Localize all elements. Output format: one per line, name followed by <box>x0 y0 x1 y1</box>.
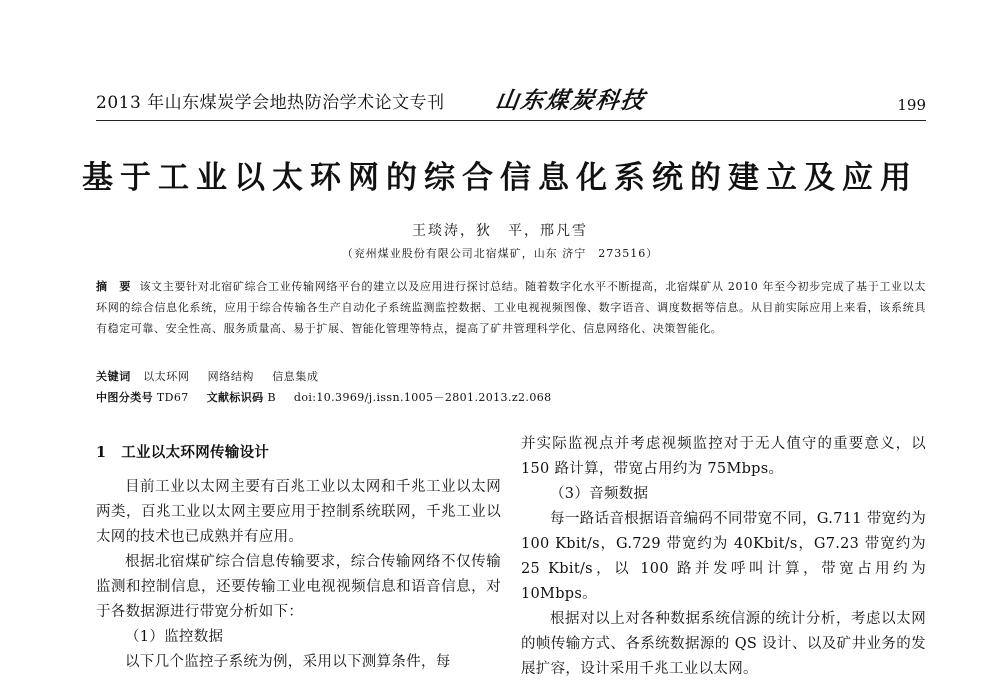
keyword-item: 信息集成 <box>272 370 319 383</box>
header-rule <box>96 120 926 121</box>
page-header <box>96 82 926 118</box>
subheading: （3）音频数据 <box>550 486 649 502</box>
left-column <box>96 432 501 675</box>
paragraph: 以下几个监控子系统为例，采用以下测算条件，每 <box>125 654 451 670</box>
doc-code-label: 文献标识码 <box>206 391 264 404</box>
keyword-item: 网络结构 <box>207 370 255 383</box>
paragraph: 目前工业以太网主要有百兆工业以太网和千兆工业以太网两类，百兆工业以太网主要应用于控制系统联网，千兆工业以太网的技术也已成熟并有应用。 <box>96 479 501 545</box>
abstract-text: 该文主要针对北宿矿综合工业传输网络平台的建立以及应用进行探讨总结。随着数字化水平不断提高，北宿煤矿从 2010 年至今初步完成了基于工业以太环网的综合信息化系统，应用于综合传输各生产自动化子系统监测监控数据、工业电视视频图像、数字语音、调度数据等信息。从目前实际应用上来看，该系统具有稳定可靠、安全性高、服务质量高、易于扩展、智能化管理等特点，提高了矿井管理科学化、信息网络化、决策智能化。 <box>96 280 926 335</box>
abstract-label: 摘 要 <box>96 280 132 293</box>
keywords-label: 关键词 <box>96 370 131 383</box>
paper-authors: 王琰涛，狄 平，邢凡雪 <box>412 223 588 239</box>
doc-code: B <box>267 391 276 404</box>
subheading: （1）监控数据 <box>125 629 224 645</box>
paper-title: 基于工业以太环网的综合信息化系统的建立及应用 <box>82 160 918 196</box>
doi: doi:10.3969/j.issn.1005－2801.2013.z2.068 <box>293 391 552 404</box>
paragraph: 根据对以上对各种数据系统信源的统计分析，考虑以太网的帧传输方式、各系统数据源的 QS 设计、以及矿井业务的发展扩容，设计采用千兆工业以太网。 <box>521 611 926 677</box>
author-affiliation: （兖州煤业股份有限公司北宿煤矿，山东 济宁 273516） <box>341 247 659 260</box>
page-number: 199 <box>897 96 926 114</box>
abstract <box>96 276 926 339</box>
clc-label: 中图分类号 <box>96 391 153 404</box>
journal-logo: 山东煤炭科技 <box>493 87 648 114</box>
keyword-item: 以太环网 <box>143 370 190 383</box>
classification-line <box>96 389 566 405</box>
paragraph: 根据北宿煤矿综合信息传输要求，综合传输网络不仅传输监测和控制信息，还要传输工业电视视频信息和语音信息，对于各数据源进行带宽分析如下： <box>96 554 501 620</box>
paragraph: 并实际监视点并考虑视频监控对于无人值守的重要意义，以 150 路计算，带宽占用约为 75Mbps。 <box>521 436 926 477</box>
paragraph: 每一路话音根据语音编码不同带宽不同，G.711 带宽约为 100 Kbit/s，G.729 带宽约为 40Kbit/s，G7.23 带宽约为 25 Kbit/s，以 100 路并发呼叫计算，带宽占用约为 10Mbps。 <box>521 511 926 602</box>
section-heading: 1 工业以太环网传输设计 <box>96 444 270 461</box>
journal-name: 2013 年山东煤炭学会地热防治学术论文专刊 <box>96 93 445 113</box>
clc-code: TD67 <box>156 391 189 404</box>
keywords <box>96 368 333 384</box>
right-column <box>521 432 926 682</box>
